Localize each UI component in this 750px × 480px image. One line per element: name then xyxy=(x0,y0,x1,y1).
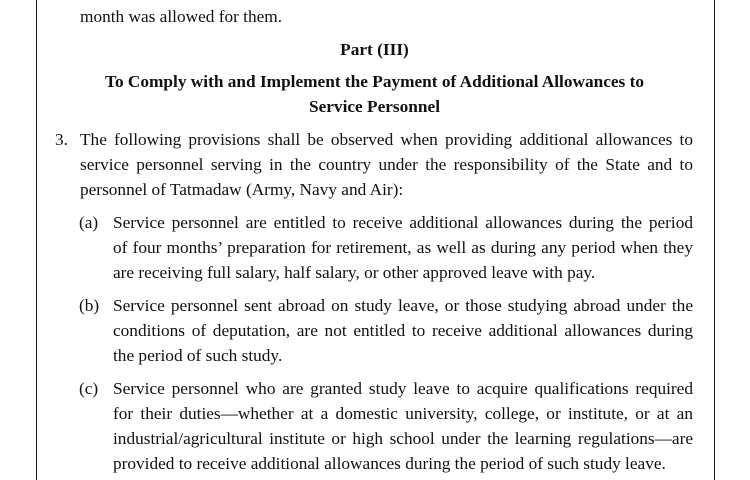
subclause-line: Service personnel who are granted study leave to acquire qualifications required xyxy=(113,379,693,398)
subclause-label: (b) xyxy=(79,296,100,315)
clause-number: 3. xyxy=(55,130,68,149)
subclause-line: industrial/agricultural institute or high school under the learning regulations—are xyxy=(113,429,693,448)
subclause-line: are receiving full salary, half salary, or other approved leave with pay. xyxy=(113,263,596,282)
subclause-line: Service personnel are entitled to receive additional allowances during the period xyxy=(113,213,693,232)
subclause-line: for their duties—whether at a domestic university, college, or institute, or at an xyxy=(113,404,693,423)
clause-line: The following provisions shall be observed when providing additional allowances to xyxy=(80,130,693,149)
intro-line: month was allowed for them. xyxy=(80,7,283,26)
subclause-line: Service personnel sent abroad on study leave, or those studying abroad under the xyxy=(113,296,693,315)
subclause-line: the period of such study. xyxy=(113,346,283,365)
clause-line: service personnel serving in the country under the responsibility of the State and to xyxy=(80,155,693,174)
subclause-line: of four months’ preparation for retirement, as well as during any period when they xyxy=(113,238,693,257)
section-title-line2: Service Personnel xyxy=(308,97,440,116)
part-heading: Part (III) xyxy=(340,40,409,59)
section-title-line1: To Comply with and Implement the Payment of Additional Allowances to xyxy=(105,72,644,91)
subclause-label: (c) xyxy=(79,379,99,398)
subclause-label: (a) xyxy=(79,213,99,232)
clause-line: personnel of Tatmadaw (Army, Navy and Air): xyxy=(80,180,404,199)
subclause-line: conditions of deputation, are not entitled to receive additional allowances during xyxy=(113,321,693,340)
subclause-line: provided to receive additional allowances during the period of such study leave. xyxy=(113,454,666,473)
